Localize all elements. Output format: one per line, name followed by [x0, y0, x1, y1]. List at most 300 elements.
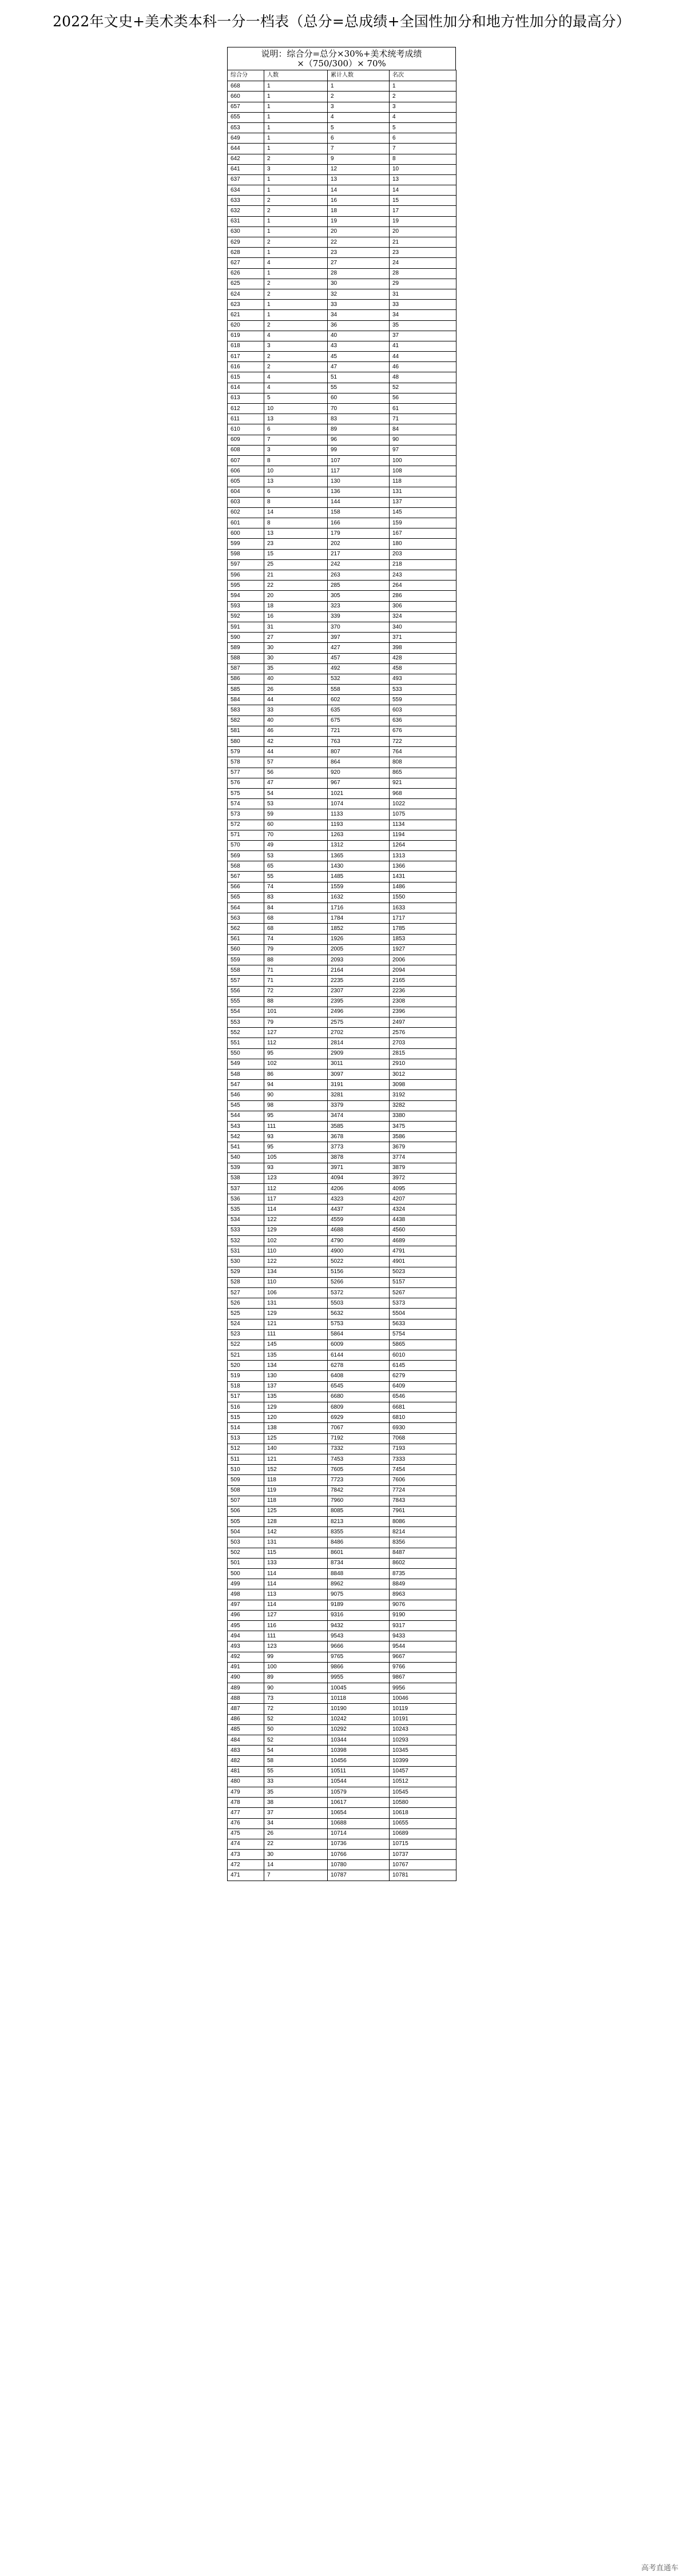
cell-rank: 559: [390, 695, 456, 705]
cell-rank: 4: [390, 112, 456, 122]
cell-cumulative: 2909: [328, 1048, 390, 1059]
cell-cumulative: 3281: [328, 1090, 390, 1100]
table-row: [228, 1620, 456, 1631]
table-row: [228, 1048, 456, 1059]
cell-rank: 3774: [390, 1152, 456, 1163]
cell-rank: 8356: [390, 1537, 456, 1548]
cell-score: 660: [228, 92, 264, 102]
cell-count: 27: [264, 633, 328, 643]
cell-count: 127: [264, 1610, 328, 1620]
cell-score: 475: [228, 1828, 264, 1839]
cell-cumulative: 2: [328, 92, 390, 102]
table-row: [228, 757, 456, 768]
cell-count: 131: [264, 1298, 328, 1309]
table-row: [228, 1798, 456, 1808]
cell-rank: 7333: [390, 1454, 456, 1464]
cell-count: 72: [264, 986, 328, 996]
cell-count: 129: [264, 1309, 328, 1319]
cell-score: 571: [228, 830, 264, 840]
cell-score: 612: [228, 404, 264, 414]
cell-score: 582: [228, 715, 264, 726]
cell-score: 497: [228, 1600, 264, 1610]
cell-cumulative: 9: [328, 154, 390, 164]
cell-cumulative: 7067: [328, 1423, 390, 1433]
cell-count: 14: [264, 1860, 328, 1870]
table-row: [228, 715, 456, 726]
cell-count: 1: [264, 216, 328, 226]
cell-score: 495: [228, 1620, 264, 1631]
cell-cumulative: 16: [328, 196, 390, 206]
cell-count: 10: [264, 404, 328, 414]
cell-cumulative: 10118: [328, 1694, 390, 1704]
table-row: [228, 507, 456, 518]
cell-cumulative: 1312: [328, 840, 390, 850]
cell-rank: 1550: [390, 892, 456, 903]
cell-rank: 2094: [390, 965, 456, 976]
cell-score: 486: [228, 1714, 264, 1724]
cell-rank: 3192: [390, 1090, 456, 1100]
cell-count: 1: [264, 268, 328, 279]
table-row: [228, 1839, 456, 1849]
table-row: [228, 154, 456, 164]
table-row: [228, 809, 456, 820]
table-row: [228, 1194, 456, 1204]
cell-score: 500: [228, 1569, 264, 1579]
table-row: [228, 1454, 456, 1464]
cell-cumulative: 7453: [328, 1454, 390, 1464]
cell-cumulative: 3773: [328, 1142, 390, 1152]
cell-count: 54: [264, 788, 328, 798]
cell-rank: 19: [390, 216, 456, 226]
cell-cumulative: 10766: [328, 1850, 390, 1860]
table-row: [228, 1080, 456, 1090]
cell-rank: 340: [390, 622, 456, 632]
cell-rank: 9956: [390, 1683, 456, 1694]
cell-score: 597: [228, 559, 264, 570]
cell-cumulative: 967: [328, 778, 390, 788]
cell-rank: 10512: [390, 1776, 456, 1787]
cell-count: 52: [264, 1735, 328, 1746]
cell-count: 123: [264, 1173, 328, 1183]
cell-count: 10: [264, 466, 328, 476]
table-row: [228, 1569, 456, 1579]
cell-cumulative: 34: [328, 310, 390, 320]
cell-score: 492: [228, 1652, 264, 1662]
table-row: [228, 1724, 456, 1735]
cell-score: 587: [228, 663, 264, 674]
table-row: [228, 1517, 456, 1527]
cell-count: 55: [264, 872, 328, 882]
cell-count: 13: [264, 476, 328, 487]
cell-score: 553: [228, 1017, 264, 1028]
cell-rank: 7724: [390, 1485, 456, 1496]
cell-cumulative: 8848: [328, 1569, 390, 1579]
cell-cumulative: 30: [328, 279, 390, 289]
cell-cumulative: 602: [328, 695, 390, 705]
cell-cumulative: 8734: [328, 1558, 390, 1568]
cell-cumulative: 7960: [328, 1496, 390, 1506]
table-row: [228, 331, 456, 341]
cell-rank: 264: [390, 581, 456, 591]
cell-cumulative: 99: [328, 445, 390, 455]
cell-cumulative: 10579: [328, 1787, 390, 1797]
cell-rank: 131: [390, 487, 456, 497]
cell-rank: 20: [390, 226, 456, 237]
cell-score: 593: [228, 601, 264, 611]
cell-score: 630: [228, 226, 264, 237]
cell-cumulative: 217: [328, 549, 390, 559]
cell-cumulative: 9316: [328, 1610, 390, 1620]
cell-score: 562: [228, 924, 264, 934]
table-row: [228, 1735, 456, 1746]
table-row: [228, 1204, 456, 1215]
cell-count: 1: [264, 112, 328, 122]
table-row: [228, 133, 456, 144]
cell-rank: 10457: [390, 1766, 456, 1776]
table-row: [228, 174, 456, 185]
cell-rank: 24: [390, 258, 456, 268]
table-row: [228, 1579, 456, 1589]
cell-rank: 1366: [390, 861, 456, 872]
cell-count: 35: [264, 663, 328, 674]
cell-rank: 108: [390, 466, 456, 476]
cell-cumulative: 6: [328, 133, 390, 144]
cell-cumulative: 89: [328, 424, 390, 435]
cell-cumulative: 1263: [328, 830, 390, 840]
cell-count: 130: [264, 1371, 328, 1381]
table-row: [228, 1309, 456, 1319]
cell-score: 506: [228, 1506, 264, 1516]
cell-rank: 5267: [390, 1287, 456, 1298]
cell-cumulative: 202: [328, 539, 390, 549]
cell-rank: 7: [390, 144, 456, 154]
table-row: [228, 414, 456, 424]
table-row: [228, 1496, 456, 1506]
cell-score: 491: [228, 1662, 264, 1672]
cell-cumulative: 10736: [328, 1839, 390, 1849]
cell-score: 514: [228, 1423, 264, 1433]
formula-note-line-1: 说明：综合分=总分×30%+美术统考成绩: [261, 49, 422, 59]
cell-count: 135: [264, 1350, 328, 1361]
cell-cumulative: 2307: [328, 986, 390, 996]
table-row: [228, 1100, 456, 1111]
cell-rank: 5: [390, 122, 456, 133]
cell-rank: 10655: [390, 1818, 456, 1828]
cell-count: 2: [264, 320, 328, 331]
cell-cumulative: 19: [328, 216, 390, 226]
cell-cumulative: 2575: [328, 1017, 390, 1028]
table-row: [228, 1090, 456, 1100]
cell-count: 65: [264, 861, 328, 872]
cell-rank: 2308: [390, 996, 456, 1007]
table-row: [228, 611, 456, 622]
cell-score: 523: [228, 1329, 264, 1339]
table-row: [228, 1818, 456, 1828]
cell-cumulative: 1365: [328, 851, 390, 861]
cell-cumulative: 5372: [328, 1287, 390, 1298]
cell-count: 125: [264, 1433, 328, 1444]
table-row: [228, 1059, 456, 1069]
header-composite-score: 综合分: [228, 70, 264, 81]
cell-rank: 1264: [390, 840, 456, 850]
cell-rank: 4207: [390, 1194, 456, 1204]
cell-score: 619: [228, 331, 264, 341]
cell-score: 516: [228, 1402, 264, 1413]
cell-score: 544: [228, 1111, 264, 1121]
cell-cumulative: 9075: [328, 1589, 390, 1600]
table-row: [228, 1319, 456, 1329]
cell-score: 604: [228, 487, 264, 497]
cell-cumulative: 3585: [328, 1121, 390, 1131]
cell-cumulative: 305: [328, 591, 390, 601]
cell-rank: 676: [390, 726, 456, 736]
cell-score: 520: [228, 1361, 264, 1371]
table-row: [228, 559, 456, 570]
cell-cumulative: 1133: [328, 809, 390, 820]
cell-score: 568: [228, 861, 264, 872]
cell-rank: 3586: [390, 1132, 456, 1142]
cell-count: 114: [264, 1579, 328, 1589]
table-row: [228, 1017, 456, 1028]
cell-score: 628: [228, 248, 264, 258]
cell-rank: 2497: [390, 1017, 456, 1028]
cell-score: 529: [228, 1267, 264, 1277]
table-row: [228, 404, 456, 414]
table-row: [228, 1672, 456, 1683]
cell-count: 20: [264, 591, 328, 601]
table-row: [228, 965, 456, 976]
cell-count: 86: [264, 1070, 328, 1080]
cell-count: 84: [264, 903, 328, 913]
cell-score: 524: [228, 1319, 264, 1329]
cell-rank: 324: [390, 611, 456, 622]
cell-count: 105: [264, 1152, 328, 1163]
cell-rank: 2165: [390, 976, 456, 986]
cell-cumulative: 558: [328, 685, 390, 695]
cell-count: 121: [264, 1454, 328, 1464]
cell-rank: 3972: [390, 1173, 456, 1183]
table-row: [228, 674, 456, 684]
cell-rank: 10618: [390, 1808, 456, 1818]
cell-rank: 7454: [390, 1465, 456, 1475]
cell-score: 499: [228, 1579, 264, 1589]
cell-count: 93: [264, 1132, 328, 1142]
cell-count: 7: [264, 435, 328, 445]
cell-cumulative: 8601: [328, 1548, 390, 1558]
cell-score: 634: [228, 185, 264, 196]
table-row: [228, 268, 456, 279]
cell-count: 56: [264, 768, 328, 778]
cell-score: 625: [228, 279, 264, 289]
cell-score: 577: [228, 768, 264, 778]
table-row: [228, 1339, 456, 1350]
cell-rank: 10580: [390, 1798, 456, 1808]
cell-rank: 6930: [390, 1423, 456, 1433]
cell-count: 46: [264, 726, 328, 736]
cell-rank: 6409: [390, 1381, 456, 1392]
cell-cumulative: 5503: [328, 1298, 390, 1309]
cell-rank: 1313: [390, 851, 456, 861]
cell-rank: 8214: [390, 1527, 456, 1537]
table-row: [228, 663, 456, 674]
table-row: [228, 1485, 456, 1496]
cell-count: 134: [264, 1361, 328, 1371]
table-row: [228, 820, 456, 830]
cell-score: 567: [228, 872, 264, 882]
cell-rank: 9544: [390, 1641, 456, 1652]
cell-rank: 3679: [390, 1142, 456, 1152]
score-table: [227, 70, 456, 1881]
table-row: [228, 1142, 456, 1152]
cell-count: 57: [264, 757, 328, 768]
cell-count: 114: [264, 1600, 328, 1610]
table-row: [228, 539, 456, 549]
cell-score: 549: [228, 1059, 264, 1069]
cell-score: 621: [228, 310, 264, 320]
cell-count: 117: [264, 1194, 328, 1204]
cell-cumulative: 6545: [328, 1381, 390, 1392]
table-row: [228, 1506, 456, 1516]
cell-score: 596: [228, 570, 264, 581]
cell-cumulative: 7605: [328, 1465, 390, 1475]
table-row: [228, 122, 456, 133]
cell-cumulative: 920: [328, 768, 390, 778]
cell-rank: 9317: [390, 1620, 456, 1631]
cell-cumulative: 60: [328, 393, 390, 403]
cell-rank: 7843: [390, 1496, 456, 1506]
cell-score: 599: [228, 539, 264, 549]
cell-cumulative: 3191: [328, 1080, 390, 1090]
cell-score: 585: [228, 685, 264, 695]
cell-cumulative: 4900: [328, 1246, 390, 1257]
cell-cumulative: 10688: [328, 1818, 390, 1828]
cell-rank: 15: [390, 196, 456, 206]
cell-rank: 7606: [390, 1475, 456, 1485]
cell-count: 93: [264, 1163, 328, 1173]
cell-cumulative: 33: [328, 300, 390, 310]
cell-rank: 5023: [390, 1267, 456, 1277]
cell-score: 624: [228, 289, 264, 299]
cell-count: 13: [264, 414, 328, 424]
table-row: [228, 944, 456, 955]
cell-rank: 37: [390, 331, 456, 341]
cell-rank: 808: [390, 757, 456, 768]
cell-score: 632: [228, 206, 264, 216]
table-row: [228, 996, 456, 1007]
cell-cumulative: 635: [328, 705, 390, 715]
table-row: [228, 518, 456, 528]
cell-rank: 371: [390, 633, 456, 643]
cell-cumulative: 5266: [328, 1277, 390, 1287]
cell-count: 42: [264, 737, 328, 747]
table-row: [228, 352, 456, 362]
table-row: [228, 643, 456, 653]
table-row: [228, 310, 456, 320]
formula-note-line-2: ×（750/300）× 70%: [297, 58, 386, 69]
cell-score: 591: [228, 622, 264, 632]
cell-score: 483: [228, 1746, 264, 1756]
table-row: [228, 300, 456, 310]
cell-cumulative: 7723: [328, 1475, 390, 1485]
cell-rank: 10: [390, 164, 456, 174]
cell-cumulative: 427: [328, 643, 390, 653]
cell-cumulative: 1485: [328, 872, 390, 882]
cell-count: 44: [264, 747, 328, 757]
table-row: [228, 1610, 456, 1620]
cell-cumulative: 1: [328, 81, 390, 92]
table-row: [228, 226, 456, 237]
cell-count: 7: [264, 1870, 328, 1881]
cell-count: 2: [264, 154, 328, 164]
cell-count: 34: [264, 1818, 328, 1828]
cell-count: 71: [264, 976, 328, 986]
cell-count: 111: [264, 1631, 328, 1641]
cell-cumulative: 18: [328, 206, 390, 216]
cell-score: 479: [228, 1787, 264, 1797]
table-row: [228, 549, 456, 559]
cell-score: 555: [228, 996, 264, 1007]
cell-score: 637: [228, 174, 264, 185]
table-row: [228, 924, 456, 934]
cell-score: 614: [228, 383, 264, 393]
cell-rank: 3879: [390, 1163, 456, 1173]
table-row: [228, 1236, 456, 1246]
cell-cumulative: 5022: [328, 1257, 390, 1267]
cell-rank: 4901: [390, 1257, 456, 1267]
cell-count: 122: [264, 1215, 328, 1225]
cell-count: 1: [264, 185, 328, 196]
cell-score: 476: [228, 1818, 264, 1828]
cell-rank: 1134: [390, 820, 456, 830]
cell-score: 545: [228, 1100, 264, 1111]
cell-count: 54: [264, 1746, 328, 1756]
cell-score: 552: [228, 1028, 264, 1038]
cell-count: 30: [264, 1850, 328, 1860]
cell-score: 478: [228, 1798, 264, 1808]
cell-cumulative: 4437: [328, 1204, 390, 1215]
table-row: [228, 1070, 456, 1080]
table-row: [228, 466, 456, 476]
table-row: [228, 1287, 456, 1298]
cell-count: 44: [264, 695, 328, 705]
cell-rank: 921: [390, 778, 456, 788]
table-row: [228, 1746, 456, 1756]
cell-rank: 458: [390, 663, 456, 674]
cell-score: 613: [228, 393, 264, 403]
table-row: [228, 196, 456, 206]
cell-score: 509: [228, 1475, 264, 1485]
cell-score: 633: [228, 196, 264, 206]
cell-cumulative: 4094: [328, 1173, 390, 1183]
cell-score: 600: [228, 528, 264, 539]
cell-rank: 3: [390, 102, 456, 112]
cell-rank: 218: [390, 559, 456, 570]
cell-cumulative: 6929: [328, 1413, 390, 1423]
table-row: [228, 695, 456, 705]
cell-rank: 9076: [390, 1600, 456, 1610]
cell-count: 83: [264, 892, 328, 903]
cell-score: 512: [228, 1444, 264, 1454]
cell-count: 74: [264, 882, 328, 892]
cell-rank: 137: [390, 497, 456, 507]
cell-cumulative: 2395: [328, 996, 390, 1007]
table-row: [228, 685, 456, 695]
table-row: [228, 591, 456, 601]
cell-rank: 1194: [390, 830, 456, 840]
cell-score: 481: [228, 1766, 264, 1776]
cell-rank: 6546: [390, 1392, 456, 1402]
cell-score: 598: [228, 549, 264, 559]
